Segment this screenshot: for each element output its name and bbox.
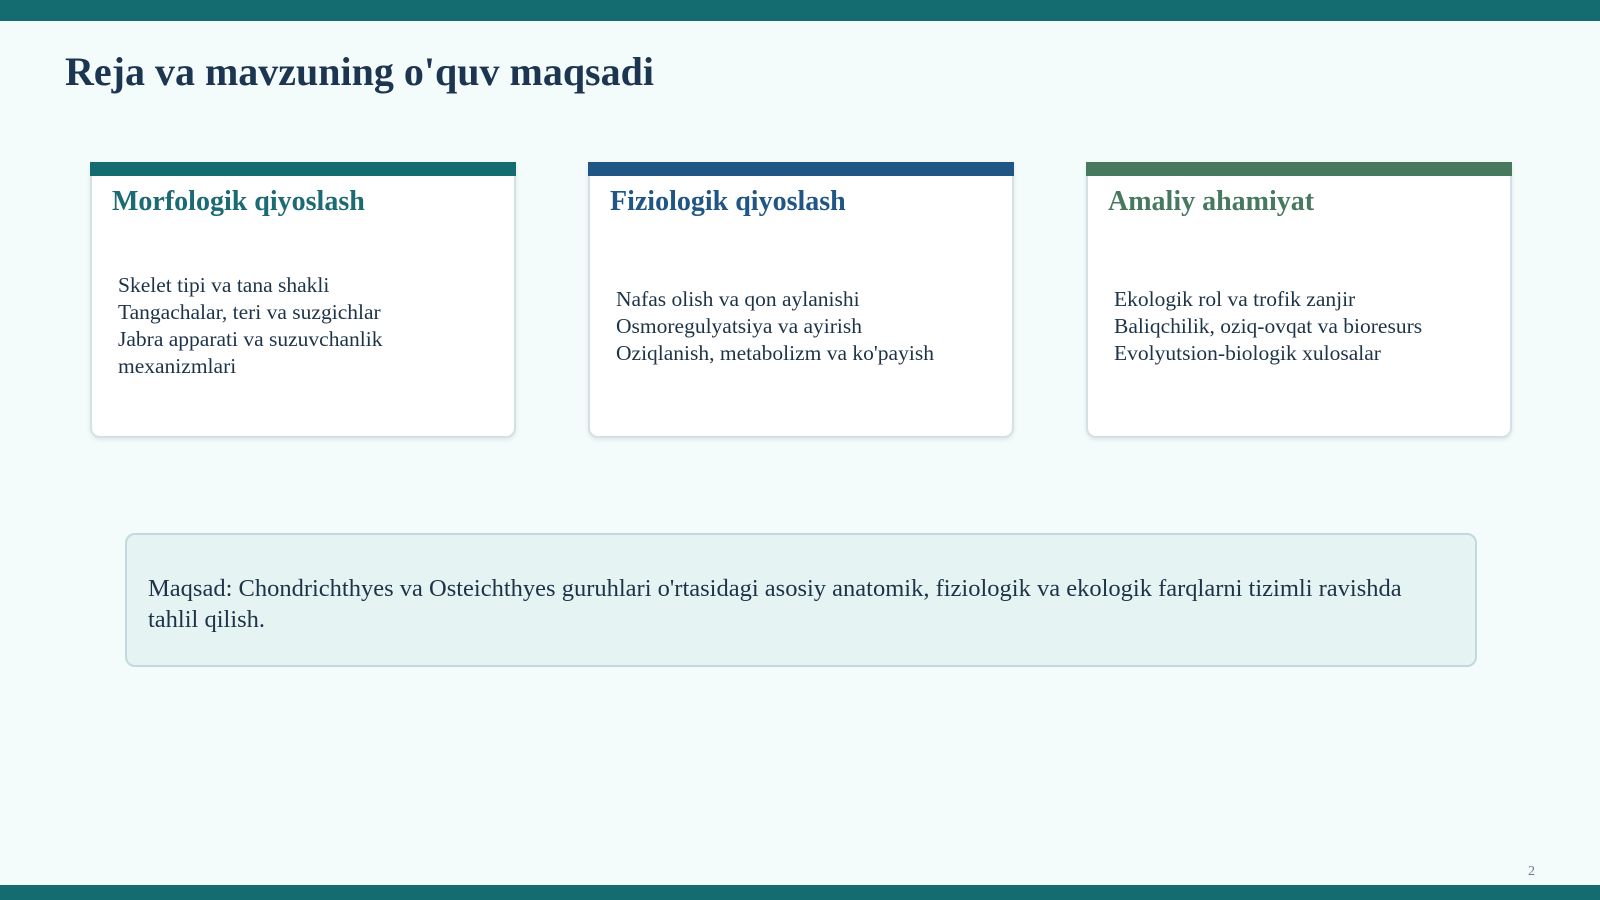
card-accent-bar	[90, 162, 516, 176]
card-fiziologik	[588, 162, 1014, 438]
card-list	[616, 286, 992, 367]
list-item: Evolyutsion-biologik xulosalar	[1114, 341, 1381, 365]
slide-title: Reja va mavzuning o'quv maqsadi	[65, 49, 654, 94]
list-item: Ekologik rol va trofik zanjir	[1114, 287, 1356, 311]
card-title: Fiziologik qiyoslash	[610, 186, 846, 217]
card-list	[1114, 286, 1490, 367]
list-item: Baliqchilik, oziq-ovqat va bioresurs	[1114, 314, 1423, 338]
goal-box	[125, 533, 1477, 667]
card-list	[118, 272, 494, 380]
bottom-accent-bar	[0, 885, 1600, 900]
card-accent-bar	[1086, 162, 1512, 176]
card-title: Amaliy ahamiyat	[1108, 186, 1315, 217]
card-accent-bar	[588, 162, 1014, 176]
top-accent-bar	[0, 0, 1600, 21]
list-item: Tangachalar, teri va suzgichlar	[118, 300, 381, 324]
card-amaliy	[1086, 162, 1512, 438]
list-item: Nafas olish va qon aylanishi	[616, 287, 860, 311]
page-number: 2	[1528, 864, 1535, 879]
card-morfologik	[90, 162, 516, 438]
card-title: Morfologik qiyoslash	[112, 186, 365, 217]
list-item: Oziqlanish, metabolizm va ko'payish	[616, 341, 934, 365]
list-item: Jabra apparati va suzuvchanlik mexanizmlari	[118, 327, 383, 378]
list-item: Osmoregulyatsiya va ayirish	[616, 314, 863, 338]
goal-text: Maqsad: Chondrichthyes va Osteichthyes guruhlari o'rtasidagi asosiy anatomik, fiziologik va ekologik farqlarni tizimli ravishda tahlil qilish.	[148, 575, 1402, 633]
list-item: Skelet tipi va tana shakli	[118, 273, 330, 297]
